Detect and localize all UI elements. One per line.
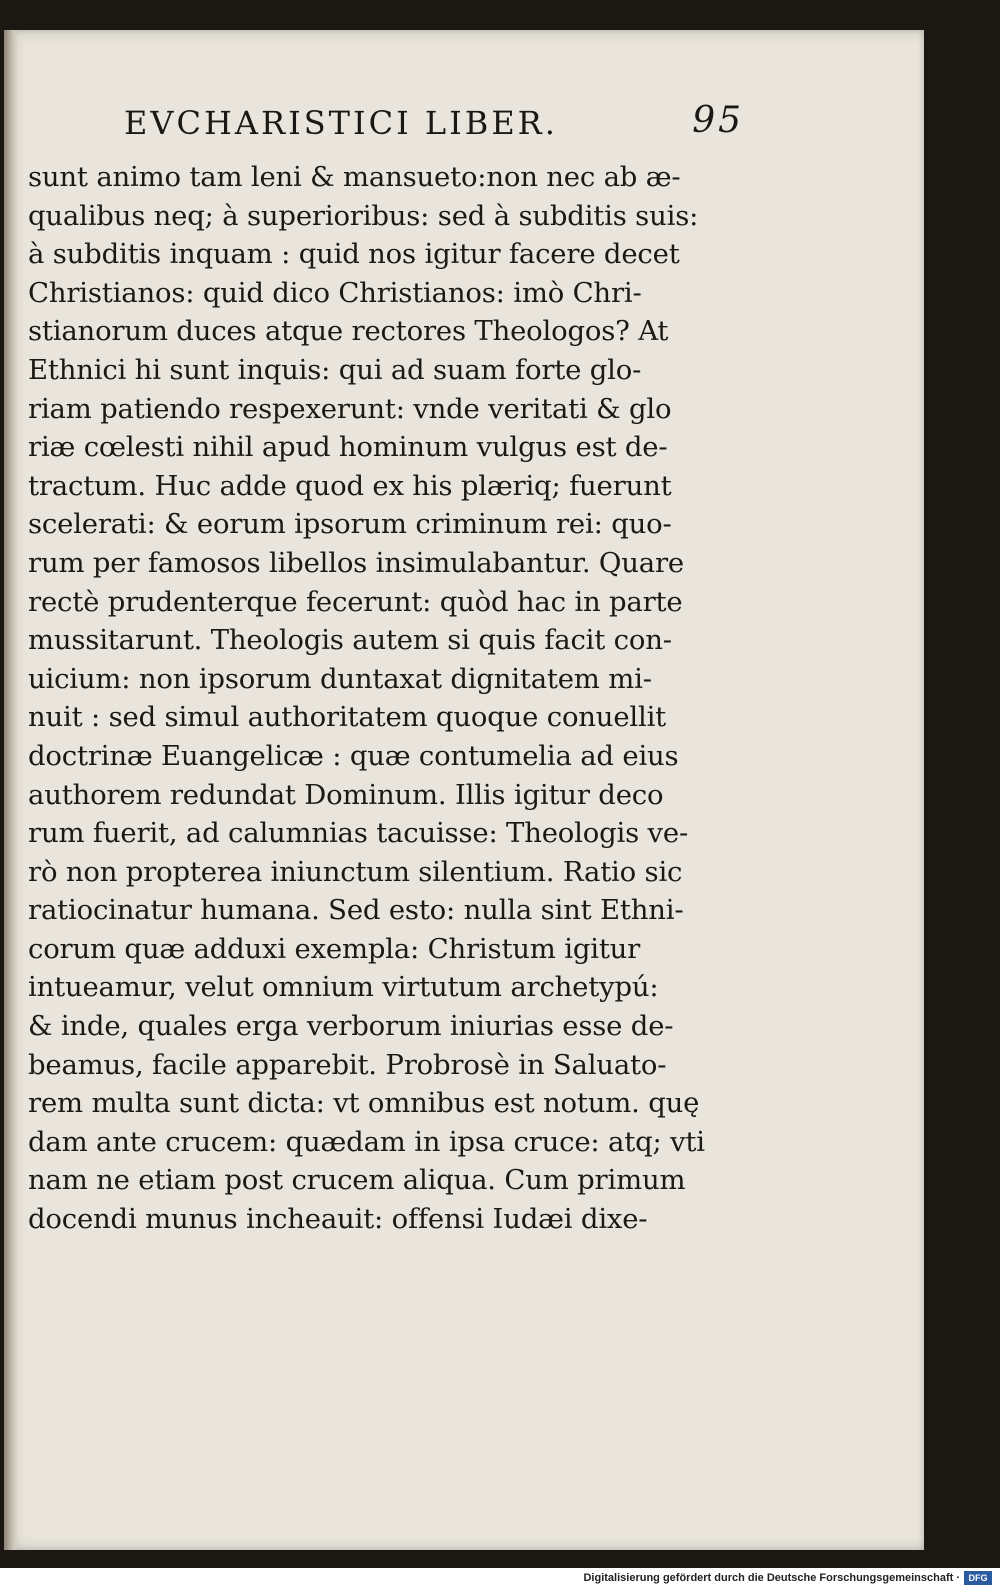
text-line: Christianos: quid dico Christianos: imò Chri- [28,276,642,309]
text-line: qualibus neq; à superioribus: sed à subditis suis: [28,199,699,232]
text-body [28,158,758,1239]
running-head [124,100,744,150]
text-line: & inde, quales erga verborum iniurias esse de- [28,1010,674,1043]
page-number: 95 [692,100,744,141]
text-line: Ethnici hi sunt inquis: qui ad suam forte glo- [28,353,642,386]
text-line: riæ cœlesti nihil apud hominum vulgus est de- [28,431,668,464]
text-line: à subditis inquam : quid nos igitur facere decet [28,238,680,271]
text-line: rum per famosos libellos insimulabantur. Quare [28,546,684,579]
text-line: mussitarunt. Theologis autem si quis facit con- [28,624,672,657]
text-line: stianorum duces atque rectores Theologos? At [28,315,669,348]
text-line: intueamur, velut omnium virtutum archetypú: [28,971,659,1004]
page-gutter-shadow [4,30,18,1550]
text-line: rum fuerit, ad calumnias tacuisse: Theologis ve- [28,817,689,850]
dfg-logo: DFG [964,1571,992,1585]
text-line: docendi munus incheauit: offensi Iudæi dixe- [28,1203,648,1236]
text-line: sunt animo tam leni & mansueto:non nec ab æ- [28,161,681,193]
text-line: rem multa sunt dicta: vt omnibus est notum. quę [28,1087,700,1120]
text-line: nuit : sed simul authoritatem quoque conuellit [28,701,667,734]
text-line: nam ne etiam post crucem aliqua. Cum primum [28,1164,686,1197]
funding-credit: Digitalisierung gefördert durch die Deutsche Forschungsgemeinschaft · [583,1572,960,1584]
text-line: scelerati: & eorum ipsorum criminum rei: quo- [28,508,672,541]
text-line: corum quæ adduxi exempla: Christum igitur [28,932,641,965]
text-line: rò non propterea iniunctum silentium. Ratio sic [28,855,683,888]
text-line: doctrinæ Euangelicæ : quæ contumelia ad eius [28,739,679,772]
book-page [4,30,924,1550]
text-line: rectè prudenterque fecerunt: quòd hac in parte [28,585,683,618]
text-line: uicium: non ipsorum duntaxat dignitatem mi- [28,662,652,695]
text-line: ratiocinatur humana. Sed esto: nulla sint Ethni- [28,894,684,927]
text-line: tractum. Huc adde quod ex his plæriq; fuerunt [28,469,672,502]
text-line: authorem redundat Dominum. Illis igitur deco [28,778,664,811]
running-title: EVCHARISTICI LIBER. [124,104,558,142]
digitization-footer [0,1568,1000,1590]
text-line: riam patiendo respexerunt: vnde veritati & glo [28,392,672,425]
text-line: dam ante crucem: quædam in ipsa cruce: atq; vti [28,1125,705,1158]
text-line: beamus, facile apparebit. Probrosè in Saluato- [28,1048,667,1081]
